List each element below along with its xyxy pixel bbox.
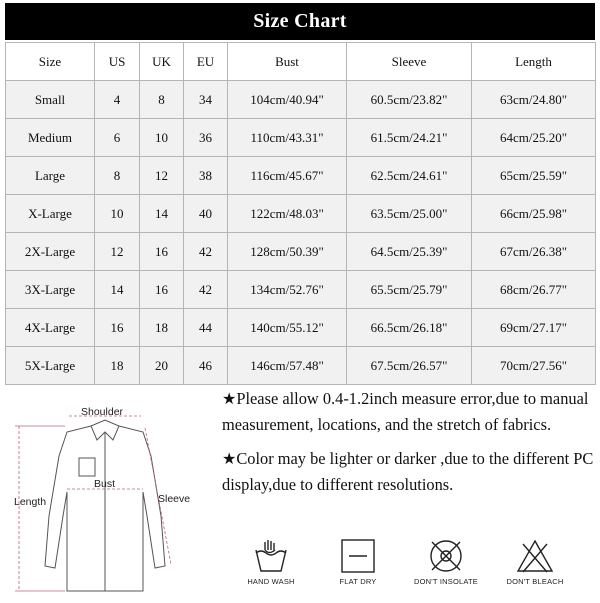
cell-size: Small <box>6 81 95 119</box>
cell-uk: 16 <box>140 271 184 309</box>
care-hand-wash <box>231 538 311 598</box>
cell-length: 70cm/27.56" <box>472 347 596 385</box>
note-color: ★Color may be lighter or darker ,due to the different PC display,due to different resolutions. <box>222 449 594 495</box>
cell-uk: 12 <box>140 157 184 195</box>
table-header-row <box>6 43 596 81</box>
dont-insolate-label: DON'T INSOLATE <box>414 577 478 586</box>
cell-uk: 20 <box>140 347 184 385</box>
cell-sleeve: 62.5cm/24.61" <box>347 157 472 195</box>
cell-sleeve: 67.5cm/26.57" <box>347 347 472 385</box>
cell-length: 68cm/26.77" <box>472 271 596 309</box>
header-sleeve: Sleeve <box>347 43 472 81</box>
cell-length: 65cm/25.59" <box>472 157 596 195</box>
care-dont-insolate <box>406 538 486 598</box>
cell-sleeve: 63.5cm/25.00" <box>347 195 472 233</box>
cell-size: 5X-Large <box>6 347 95 385</box>
flat-dry-icon <box>338 538 378 574</box>
cell-bust: 140cm/55.12" <box>228 309 347 347</box>
table-row <box>6 233 596 271</box>
cell-bust: 122cm/48.03" <box>228 195 347 233</box>
header-length: Length <box>472 43 596 81</box>
cell-eu: 42 <box>184 233 228 271</box>
cell-bust: 116cm/45.67" <box>228 157 347 195</box>
cell-size: Large <box>6 157 95 195</box>
cell-size: Medium <box>6 119 95 157</box>
cell-us: 6 <box>95 119 140 157</box>
cell-size: 4X-Large <box>6 309 95 347</box>
cell-uk: 18 <box>140 309 184 347</box>
cell-bust: 134cm/52.76" <box>228 271 347 309</box>
cell-uk: 8 <box>140 81 184 119</box>
cell-length: 67cm/26.38" <box>472 233 596 271</box>
cell-us: 14 <box>95 271 140 309</box>
bust-label: Bust <box>94 478 116 490</box>
cell-eu: 40 <box>184 195 228 233</box>
dont-bleach-icon <box>515 538 555 574</box>
table-row <box>6 347 596 385</box>
cell-eu: 44 <box>184 309 228 347</box>
cell-eu: 38 <box>184 157 228 195</box>
cell-eu: 42 <box>184 271 228 309</box>
care-flat-dry <box>318 538 398 598</box>
cell-us: 8 <box>95 157 140 195</box>
cell-us: 10 <box>95 195 140 233</box>
cell-bust: 146cm/57.48" <box>228 347 347 385</box>
cell-us: 12 <box>95 233 140 271</box>
header-us: US <box>95 43 140 81</box>
shoulder-label: Shoulder <box>81 406 124 418</box>
table-row <box>6 157 596 195</box>
cell-size: X-Large <box>6 195 95 233</box>
cell-sleeve: 65.5cm/25.79" <box>347 271 472 309</box>
cell-sleeve: 64.5cm/25.39" <box>347 233 472 271</box>
cell-sleeve: 66.5cm/26.18" <box>347 309 472 347</box>
star-icon: ★ <box>222 451 237 469</box>
cell-size: 2X-Large <box>6 233 95 271</box>
hand-wash-icon <box>251 538 291 574</box>
header-uk: UK <box>140 43 184 81</box>
table-row <box>6 81 596 119</box>
sleeve-label: Sleeve <box>158 493 191 505</box>
cell-us: 18 <box>95 347 140 385</box>
size-chart-title: Size Chart <box>5 3 595 40</box>
cell-us: 16 <box>95 309 140 347</box>
cell-us: 4 <box>95 81 140 119</box>
cell-eu: 36 <box>184 119 228 157</box>
cell-eu: 34 <box>184 81 228 119</box>
header-bust: Bust <box>228 43 347 81</box>
table-row <box>6 195 596 233</box>
cell-uk: 16 <box>140 233 184 271</box>
table-row <box>6 119 596 157</box>
cell-eu: 46 <box>184 347 228 385</box>
header-eu: EU <box>184 43 228 81</box>
hand-wash-label: HAND WASH <box>247 577 295 586</box>
note-measure-error: ★Please allow 0.4-1.2inch measure error,due to manual measurement, locations, and the stretch of fabrics. <box>222 389 589 434</box>
table-row <box>6 309 596 347</box>
dont-bleach-label: DON'T BLEACH <box>506 577 564 586</box>
cell-uk: 10 <box>140 119 184 157</box>
cell-size: 3X-Large <box>6 271 95 309</box>
dont-insolate-icon <box>426 538 466 574</box>
cell-length: 63cm/24.80" <box>472 81 596 119</box>
cell-sleeve: 60.5cm/23.82" <box>347 81 472 119</box>
notes-block <box>222 387 596 508</box>
table-row <box>6 271 596 309</box>
care-dont-bleach <box>495 538 575 598</box>
size-table <box>5 42 596 385</box>
header-size: Size <box>6 43 95 81</box>
cell-sleeve: 61.5cm/24.21" <box>347 119 472 157</box>
cell-uk: 14 <box>140 195 184 233</box>
cell-bust: 104cm/40.94" <box>228 81 347 119</box>
garment-measurement-diagram <box>5 396 208 598</box>
cell-length: 64cm/25.20" <box>472 119 596 157</box>
cell-bust: 128cm/50.39" <box>228 233 347 271</box>
cell-bust: 110cm/43.31" <box>228 119 347 157</box>
flat-dry-label: FLAT DRY <box>339 577 377 586</box>
cell-length: 66cm/25.98" <box>472 195 596 233</box>
length-label: Length <box>14 496 47 508</box>
cell-length: 69cm/27.17" <box>472 309 596 347</box>
star-icon: ★ <box>222 391 237 408</box>
